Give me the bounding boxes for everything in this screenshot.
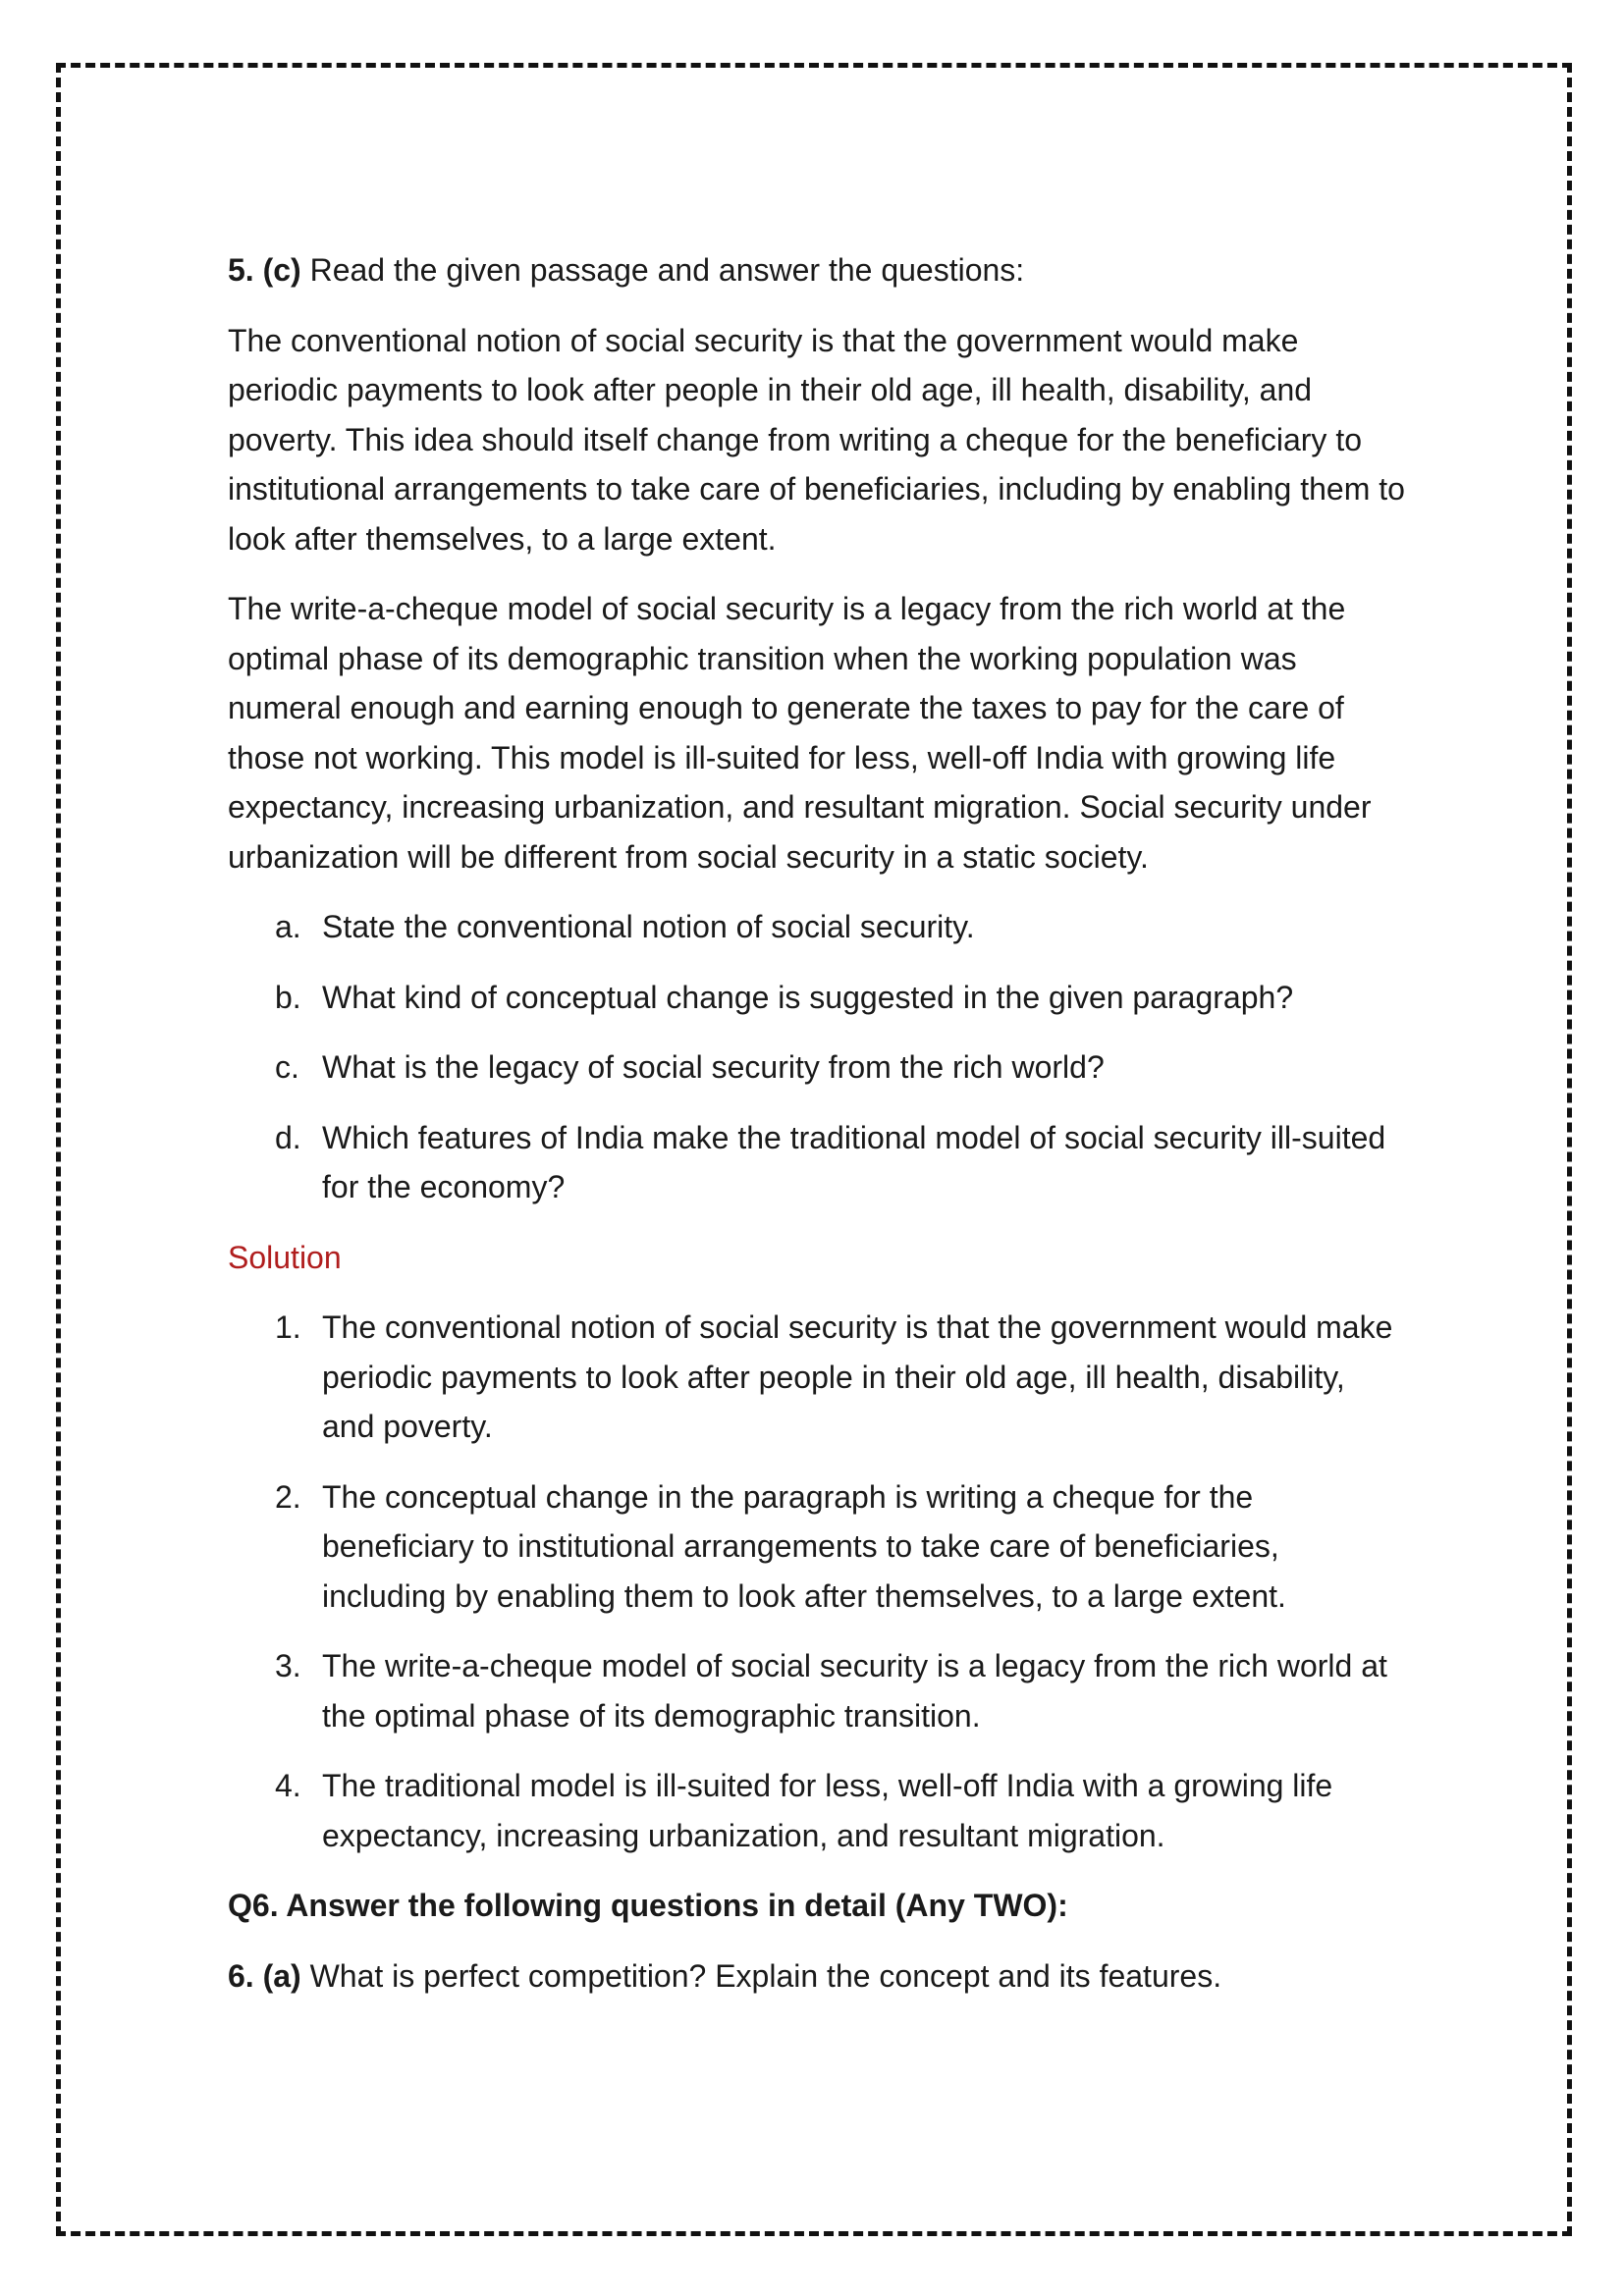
list-marker: 1. [275,1309,301,1345]
list-marker: a. [275,909,301,944]
list-marker: 4. [275,1768,301,1803]
question-prompt: What is perfect competition? Explain the concept and its features. [309,1957,1222,1994]
list-marker: d. [275,1119,301,1155]
list-item [228,1113,1406,1212]
question-prompt: Read the given passage and answer the questions: [309,252,1025,288]
question-5c [228,245,1406,295]
list-item [228,1641,1406,1740]
document-content [228,245,1406,2021]
passage-paragraph-1: The conventional notion of social security is that the government would make periodic payments to look after people in their old age, ill health, disability, and poverty. This idea should itself change from writing a cheque for the beneficiary to institutional arrangements to take care of beneficiaries, including by enabling them to look after themselves, to a large extent. [228,322,1405,557]
question-number: 6. (a) [228,1957,301,1994]
list-item [228,1042,1406,1093]
question-6a [228,1951,1406,2002]
sub-question-list [228,902,1406,1212]
sub-question-text: What kind of conceptual change is suggested in the given paragraph? [322,979,1294,1015]
list-marker: 2. [275,1478,301,1515]
solution-heading: Solution [228,1239,342,1275]
question-number: 5. (c) [228,252,301,288]
list-item [228,973,1406,1023]
list-item [228,1761,1406,1860]
list-item [228,1472,1406,1622]
list-item [228,902,1406,952]
answer-list [228,1303,1406,1860]
answer-text: The conventional notion of social security is that the government would make periodic payments to look after people in their old age, ill health, disability, and poverty. [322,1309,1393,1444]
list-item [228,1303,1406,1452]
answer-text: The traditional model is ill-suited for less, well-off India with a growing life expectancy, increasing urbanization, and resultant migration. [322,1768,1333,1853]
list-marker: 3. [275,1648,301,1683]
sub-question-text: What is the legacy of social security from the rich world? [322,1049,1105,1085]
answer-text: The write-a-cheque model of social security is a legacy from the rich world at the optimal phase of its demographic transition. [322,1648,1387,1734]
q6-heading: Q6. Answer the following questions in detail (Any TWO): [228,1888,1068,1923]
sub-question-text: Which features of India make the traditional model of social security ill-suited for the economy? [322,1119,1386,1204]
list-marker: c. [275,1049,299,1085]
sub-question-text: State the conventional notion of social security. [322,909,975,944]
passage-paragraph-2: The write-a-cheque model of social security is a legacy from the rich world at the optimal phase of its demographic transition when the working population was numeral enough and earning enough to generate the taxes to pay for the care of those not working. This model is ill-suited for less, well-off India with growing life expectancy, increasing urbanization, and resultant migration. Social security under urbanization will be different from social security in a static society. [228,591,1372,875]
answer-text: The conceptual change in the paragraph is writing a cheque for the beneficiary to institutional arrangements to take care of beneficiaries, including by enabling them to look after themselves, to a large extent. [322,1478,1286,1614]
list-marker: b. [275,979,301,1015]
